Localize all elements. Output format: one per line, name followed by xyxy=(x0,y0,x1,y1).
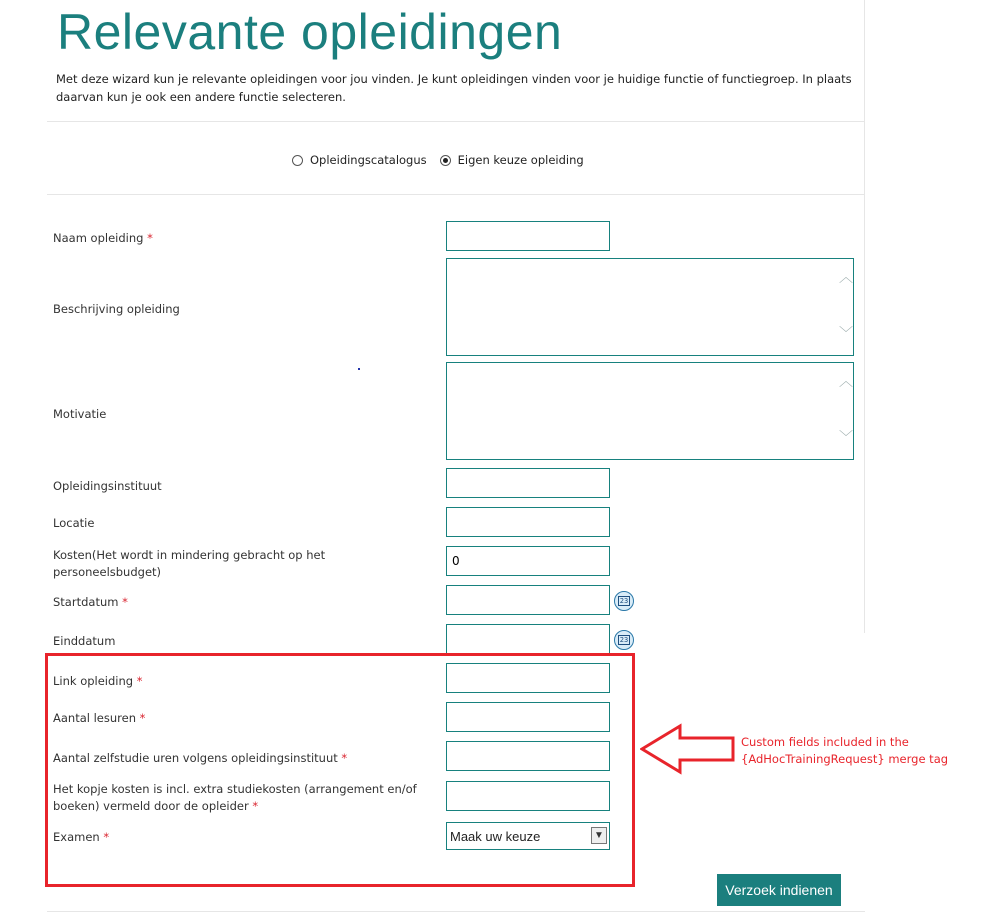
chevron-down-icon[interactable]: ▼ xyxy=(591,827,607,844)
submit-request-button[interactable]: Verzoek indienen xyxy=(717,874,841,906)
textarea-scrollbar[interactable] xyxy=(835,259,853,355)
divider xyxy=(47,911,865,912)
textarea-scrollbar[interactable] xyxy=(835,363,853,459)
label-examen xyxy=(53,829,109,846)
label-text: Link opleiding xyxy=(53,674,134,688)
radio-own-choice[interactable] xyxy=(440,155,451,166)
aantal-lesuren-input[interactable] xyxy=(446,702,610,732)
annotation-text xyxy=(741,734,948,768)
label-text: Startdatum xyxy=(53,595,119,609)
scroll-down-icon[interactable]: ﹀ xyxy=(839,326,853,342)
scroll-down-icon[interactable]: ﹀ xyxy=(839,430,853,446)
required-marker: * xyxy=(103,830,110,844)
calendar-icon-text: 23 xyxy=(619,636,629,644)
label-text: Aantal lesuren xyxy=(53,711,136,725)
kosten-input[interactable] xyxy=(446,546,610,576)
radio-label-catalog: Opleidingscatalogus xyxy=(310,153,427,167)
locatie-input[interactable] xyxy=(446,507,610,537)
examen-select[interactable] xyxy=(446,822,610,850)
beschrijving-textarea[interactable] xyxy=(446,258,854,356)
scroll-up-icon[interactable]: ︿ xyxy=(839,270,853,286)
label-einddatum: Einddatum xyxy=(53,634,116,648)
label-motivatie: Motivatie xyxy=(53,407,107,421)
stray-dot xyxy=(358,368,360,370)
calendar-icon[interactable] xyxy=(614,591,634,611)
divider xyxy=(47,121,865,122)
annotation-line: {AdHocTrainingRequest} merge tag xyxy=(741,752,949,766)
einddatum-input[interactable] xyxy=(446,624,610,654)
label-zelfstudie-uren xyxy=(53,750,347,767)
scroll-up-icon[interactable]: ︿ xyxy=(839,374,853,390)
label-naam-opleiding xyxy=(53,230,153,247)
label-text: Het kopje kosten is incl. extra studiekosten (arrangement en/of boeken) vermeld door de opleider xyxy=(53,782,417,813)
label-opleidingsinstituut: Opleidingsinstituut xyxy=(53,479,162,493)
divider xyxy=(47,194,865,195)
radio-option-own-choice[interactable] xyxy=(440,153,584,167)
calendar-icon-text: 23 xyxy=(619,597,629,605)
intro-text: Met deze wizard kun je relevante opleidingen voor jou vinden. Je kunt opleidingen vinden voor je huidige functie of functiegroep. In plaats daarvan kun je ook een andere functie selecteren. xyxy=(56,72,852,104)
label-text: Naam opleiding xyxy=(53,231,144,245)
required-marker: * xyxy=(147,231,153,245)
required-marker: * xyxy=(136,674,143,688)
label-locatie: Locatie xyxy=(53,516,95,530)
required-marker: * xyxy=(341,751,348,765)
label-aantal-lesuren xyxy=(53,710,145,727)
required-marker: * xyxy=(139,711,146,725)
zelfstudie-uren-input[interactable] xyxy=(446,741,610,771)
label-kosten: Kosten(Het wordt in mindering gebracht op het personeelsbudget) xyxy=(53,548,326,579)
kopje-kosten-input[interactable] xyxy=(446,781,610,811)
examen-selected-value: Maak uw keuze xyxy=(450,828,541,844)
label-text: Aantal zelfstudie uren volgens opleidingsinstituut xyxy=(53,751,338,765)
label-link-opleiding xyxy=(53,673,143,690)
link-opleiding-input[interactable] xyxy=(446,663,610,693)
naam-opleiding-input[interactable] xyxy=(446,221,610,251)
training-source-choice xyxy=(292,150,584,170)
left-arrow-icon xyxy=(640,723,736,775)
calendar-icon[interactable] xyxy=(614,630,634,650)
required-marker: * xyxy=(122,595,128,609)
panel-border xyxy=(864,0,865,633)
label-text: Examen xyxy=(53,830,100,844)
label-beschrijving: Beschrijving opleiding xyxy=(53,302,180,316)
label-startdatum xyxy=(53,594,128,611)
radio-label-own-choice: Eigen keuze opleiding xyxy=(457,153,584,167)
label-kopje-kosten xyxy=(53,781,423,815)
radio-option-catalog[interactable] xyxy=(292,153,427,167)
page-title: Relevante opleidingen xyxy=(57,4,563,60)
required-marker: * xyxy=(252,799,259,813)
radio-catalog[interactable] xyxy=(292,155,303,166)
startdatum-input[interactable] xyxy=(446,585,610,615)
opleidingsinstituut-input[interactable] xyxy=(446,468,610,498)
motivatie-textarea[interactable] xyxy=(446,362,854,460)
annotation-line: Custom fields included in the xyxy=(741,735,909,749)
